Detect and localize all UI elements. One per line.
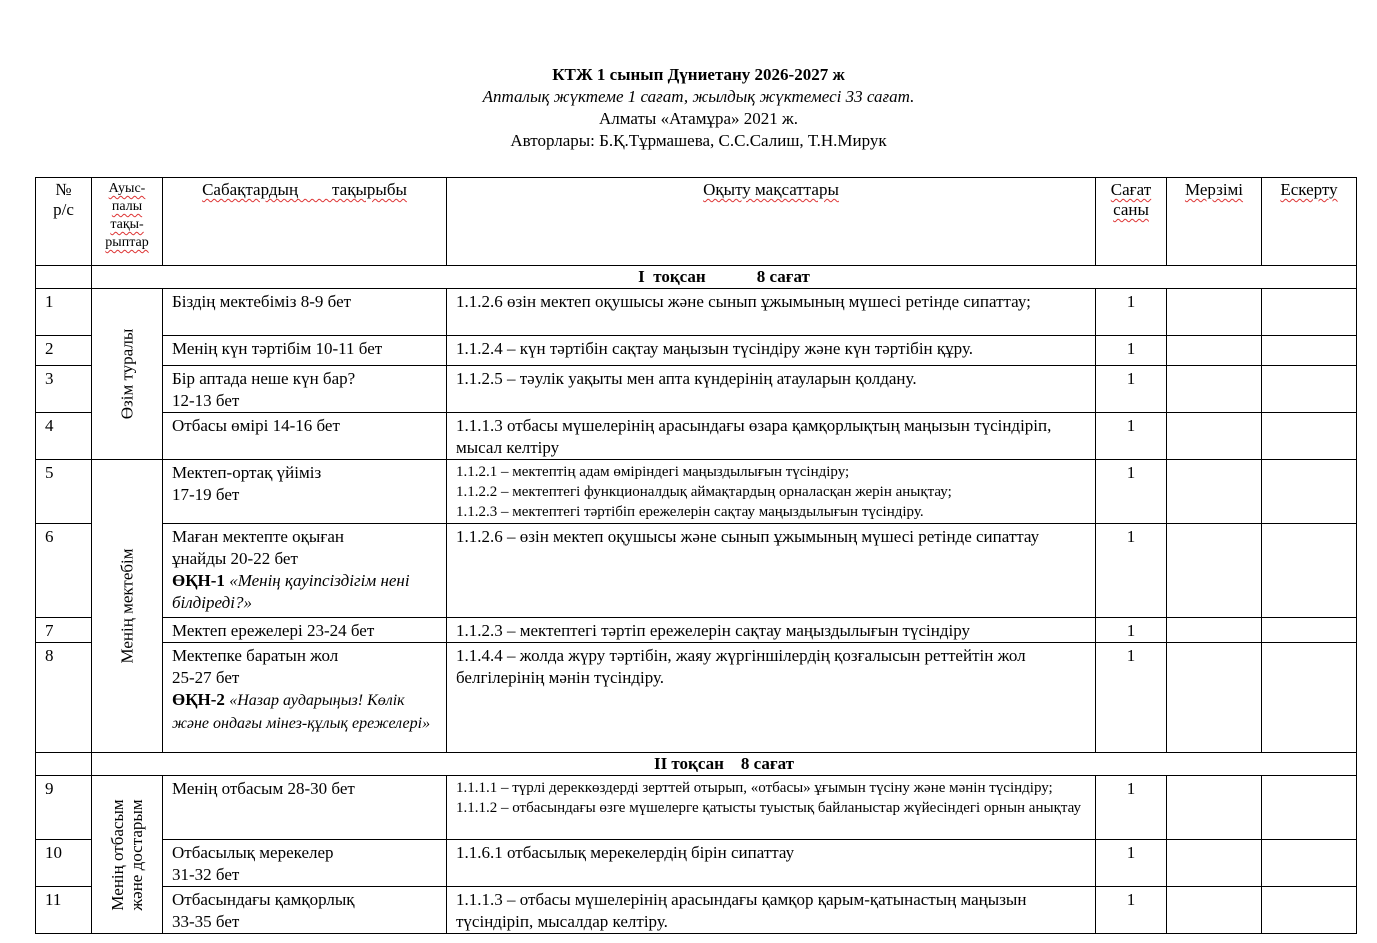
lesson-topic: Біздің мектебіміз 8-9 бет [163, 289, 447, 336]
row-number: 7 [36, 618, 92, 643]
table-header-row [36, 178, 1357, 266]
note-cell[interactable] [1262, 776, 1357, 840]
row-number: 8 [36, 643, 92, 753]
publisher-line: Алматы «Атамұра» 2021 ж. [598, 109, 799, 128]
row-number: 6 [36, 524, 92, 618]
table-row [36, 460, 1357, 524]
row-number: 11 [36, 887, 92, 934]
row-number: 1 [36, 289, 92, 336]
date-cell[interactable] [1167, 643, 1262, 753]
note-cell[interactable] [1262, 366, 1357, 413]
row-number: 2 [36, 336, 92, 366]
lesson-hours: 1 [1096, 887, 1167, 934]
note-cell[interactable] [1262, 289, 1357, 336]
date-cell[interactable] [1167, 618, 1262, 643]
quarter-2-label: ІІ тоқсан 8 сағат [92, 753, 1357, 776]
lesson-topic: Бір аптада неше күн бар? 12-13 бет [163, 366, 447, 413]
lesson-goal: 1.1.1.1 – түрлі дереккөздерді зерттей отырып, «отбасы» ұғымын түсіну және мәнін түсіндіру; 1.1.1.2 – отбасындағы өзге мүшелерге қатысты туыстық байланыстар жүйесіндегі орнын анықтау [447, 776, 1096, 840]
weekly-load: Апталық жүктеме 1 сағат, жылдық жүктемесі 33 сағат. [482, 87, 915, 106]
lesson-goal: 1.1.2.6 – өзін мектеп оқушысы және сынып ұжымының мүшесі ретінде сипаттау [447, 524, 1096, 618]
table-row [36, 840, 1357, 887]
table-row [36, 524, 1357, 618]
col-topic-header: Сабақтардың тақырыбы [163, 178, 447, 266]
note-cell[interactable] [1262, 643, 1357, 753]
plan-table [35, 177, 1357, 934]
lesson-hours: 1 [1096, 524, 1167, 618]
quarter-row [36, 266, 1357, 289]
table-row [36, 776, 1357, 840]
lesson-goal: 1.1.2.1 – мектептің адам өміріндегі маңыздылығын түсіндіру; 1.1.2.2 – мектептегі функционалдық аймақтардың орналасқан жерін анықтау; 1.1.2.3 – мектептегі тәртібіп ережелерін сақтау маңыздылығын түсіндіру. [447, 460, 1096, 524]
lesson-hours: 1 [1096, 460, 1167, 524]
col-date-header: Мерзімі [1167, 178, 1262, 266]
lesson-topic: Отбасы өмірі 14-16 бет [163, 413, 447, 460]
lesson-hours: 1 [1096, 336, 1167, 366]
lesson-topic: Мектеп-ортақ үйіміз 17-19 бет [163, 460, 447, 524]
quarter-row [36, 753, 1357, 776]
document-header [0, 64, 1377, 152]
lesson-goal: 1.1.2.4 – күн тәртібін сақтау маңызын түсіндіру және күн тәртібін құру. [447, 336, 1096, 366]
lesson-goal: 1.1.4.4 – жолда жүру тәртібін, жаяу жүргіншілердің қозғалысын реттейтін жол белгілерінің мәнін түсіндіру. [447, 643, 1096, 753]
lesson-goal: 1.1.2.6 өзін мектеп оқушысы және сынып ұжымының мүшесі ретінде сипаттау; [447, 289, 1096, 336]
lesson-topic: Менің күн тәртібім 10-11 бет [163, 336, 447, 366]
date-cell[interactable] [1167, 413, 1262, 460]
note-cell[interactable] [1262, 524, 1357, 618]
lesson-hours: 1 [1096, 366, 1167, 413]
table-row [36, 413, 1357, 460]
lesson-topic: Отбасындағы қамқорлық 33-35 бет [163, 887, 447, 934]
lesson-goal: 1.1.6.1 отбасылық мерекелердің бірін сипаттау [447, 840, 1096, 887]
date-cell[interactable] [1167, 366, 1262, 413]
lesson-hours: 1 [1096, 840, 1167, 887]
lesson-topic: Менің отбасым 28-30 бет [163, 776, 447, 840]
note-cell[interactable] [1262, 840, 1357, 887]
date-cell[interactable] [1167, 336, 1262, 366]
row-number: 5 [36, 460, 92, 524]
col-num-header: № р/с [36, 178, 92, 266]
col-note-header: Ескерту [1262, 178, 1357, 266]
row-number: 3 [36, 366, 92, 413]
lesson-topic: Маған мектепте оқыған ұнайды 20-22 бет ӨҚН-1 «Менің қауіпсіздігім нені білдіреді?» [163, 524, 447, 618]
lesson-topic: Отбасылық мерекелер 31-32 бет [163, 840, 447, 887]
table-row [36, 336, 1357, 366]
table-row [36, 887, 1357, 934]
lesson-hours: 1 [1096, 289, 1167, 336]
col-hours-header: Сағат саны [1096, 178, 1167, 266]
date-cell[interactable] [1167, 840, 1262, 887]
col-goals-header: Оқыту мақсаттары [447, 178, 1096, 266]
quarter-1-label: І тоқсан 8 сағат [92, 266, 1357, 289]
document-title: КТЖ 1 сынып Дүниетану 2026-2027 ж [552, 65, 845, 84]
lesson-goal: 1.1.1.3 – отбасы мүшелерінің арасындағы қамқор қарым-қатынастың маңызын түсіндіріп, мысалдар келтіру. [447, 887, 1096, 934]
section-label: Менің отбасым және достарым [108, 798, 146, 911]
lesson-goal: 1.1.1.3 отбасы мүшелерінің арасындағы өзара қамқорлықтың маңызын түсіндіріп, мысал келтіру [447, 413, 1096, 460]
row-number: 9 [36, 776, 92, 840]
note-cell[interactable] [1262, 460, 1357, 524]
date-cell[interactable] [1167, 776, 1262, 840]
note-cell[interactable] [1262, 618, 1357, 643]
table-row [36, 618, 1357, 643]
lesson-goal: 1.1.2.3 – мектептегі тәртіп ережелерін сақтау маңыздылығын түсіндіру [447, 618, 1096, 643]
row-number: 4 [36, 413, 92, 460]
lesson-hours: 1 [1096, 618, 1167, 643]
section-cell [92, 289, 163, 460]
date-cell[interactable] [1167, 289, 1262, 336]
note-cell[interactable] [1262, 413, 1357, 460]
table-row [36, 366, 1357, 413]
section-cell [92, 776, 163, 934]
note-cell[interactable] [1262, 336, 1357, 366]
lesson-topic: Мектепке баратын жол 25-27 бет ӨҚН-2 «Назар аударыңыз! Көлік және ондағы мінез-құлық ережелері» [163, 643, 447, 753]
lesson-hours: 1 [1096, 776, 1167, 840]
date-cell[interactable] [1167, 524, 1262, 618]
row-number: 10 [36, 840, 92, 887]
date-cell[interactable] [1167, 460, 1262, 524]
section-label: Менің мектебім [117, 548, 137, 664]
section-cell [92, 460, 163, 753]
lesson-hours: 1 [1096, 413, 1167, 460]
lesson-topic: Мектеп ережелері 23-24 бет [163, 618, 447, 643]
section-label: Өзім туралы [117, 328, 137, 420]
lesson-hours: 1 [1096, 643, 1167, 753]
table-row [36, 289, 1357, 336]
note-cell[interactable] [1262, 887, 1357, 934]
col-sections-header: Ауыс- палы тақы- рыптар [92, 178, 163, 266]
lesson-goal: 1.1.2.5 – тәулік уақыты мен апта күндерінің атауларын қолдану. [447, 366, 1096, 413]
table-row [36, 643, 1357, 753]
date-cell[interactable] [1167, 887, 1262, 934]
authors-line: Авторлары: Б.Қ.Тұрмашева, С.С.Салиш, Т.Н.Мирук [510, 131, 887, 150]
